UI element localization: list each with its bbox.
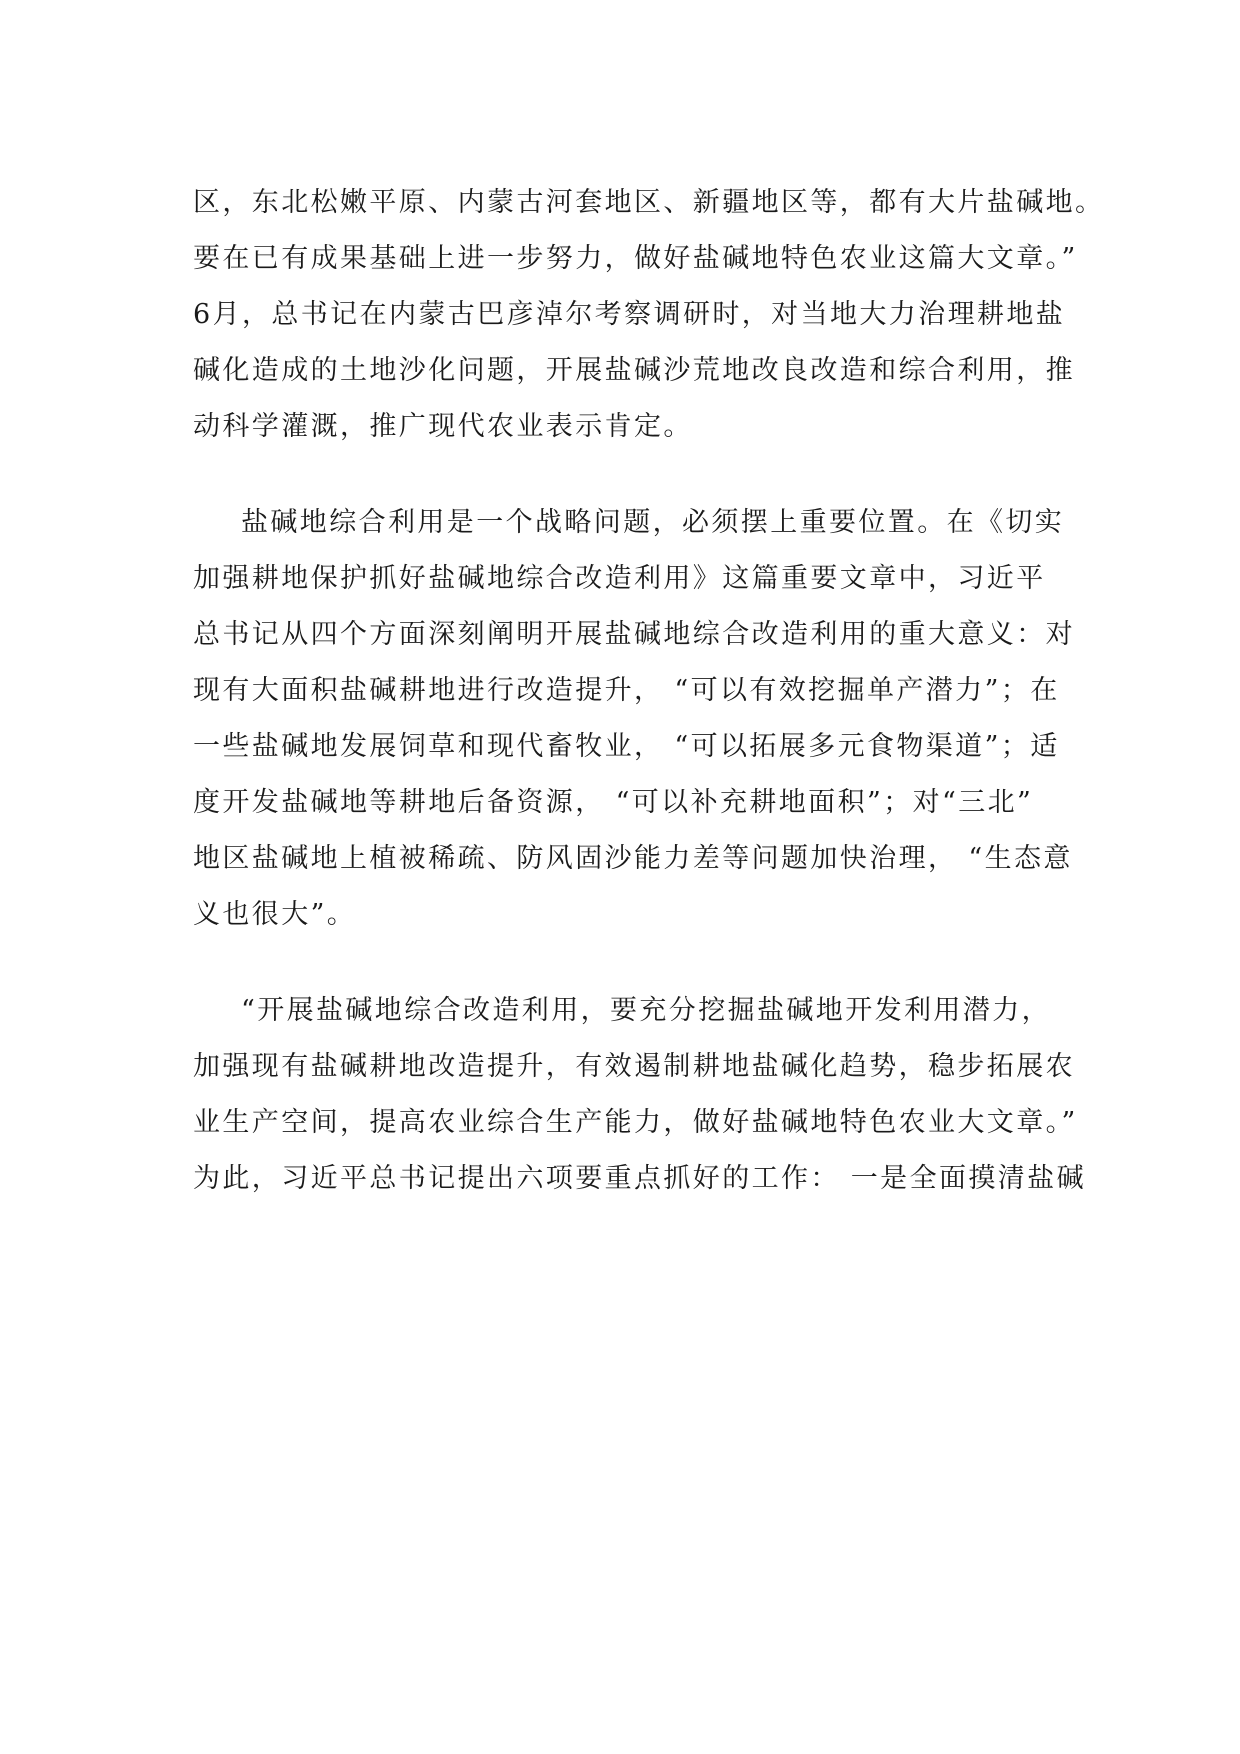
text-line: 一些盐碱地发展饲草和现代畜牧业， “可以拓展多元食物渠道”；适 bbox=[193, 731, 1060, 762]
text-line: 为此，习近平总书记提出六项要重点抓好的工作： 一是全面摸清盐碱 bbox=[193, 1163, 1086, 1194]
text-line: 加强现有盐碱耕地改造提升，有效遏制耕地盐碱化趋势，稳步拓展农 bbox=[193, 1051, 1075, 1082]
text-line: 现有大面积盐碱耕地进行改造提升， “可以有效挖掘单产潜力”；在 bbox=[193, 675, 1060, 706]
text-line: 加强耕地保护抓好盐碱地综合改造利用》这篇重要文章中，习近平 bbox=[193, 563, 1046, 594]
text-line: 地区盐碱地上植被稀疏、防风固沙能力差等问题加快治理， “生态意 bbox=[193, 843, 1073, 874]
text-line: 动科学灌溉，推广现代农业表示肯定。 bbox=[193, 411, 693, 442]
paragraph-gap bbox=[193, 455, 1073, 495]
text-line: 6月，总书记在内蒙古巴彦淖尔考察调研时，对当地大力治理耕地盐 bbox=[193, 299, 1066, 330]
text-line: “开展盐碱地综合改造利用，要充分挖掘盐碱地开发利用潜力， bbox=[241, 995, 1052, 1026]
text-line: 盐碱地综合利用是一个战略问题，必须摆上重要位置。在《切实 bbox=[241, 507, 1065, 538]
text-line: 区，东北松嫩平原、内蒙古河套地区、新疆地区等，都有大片盐碱地。 bbox=[193, 187, 1105, 218]
paragraph-1 bbox=[193, 175, 1105, 455]
paragraph-2 bbox=[193, 495, 1073, 943]
text-line: 要在已有成果基础上进一步努力，做好盐碱地特色农业这篇大文章。” bbox=[193, 243, 1078, 274]
text-line: 碱化造成的土地沙化问题，开展盐碱沙荒地改良改造和综合利用，推 bbox=[193, 355, 1075, 386]
text-line: 业生产空间，提高农业综合生产能力，做好盐碱地特色农业大文章。” bbox=[193, 1107, 1078, 1138]
text-line: 总书记从四个方面深刻阐明开展盐碱地综合改造利用的重大意义：对 bbox=[193, 619, 1075, 650]
paragraph-3 bbox=[193, 983, 1086, 1207]
text-line: 义也很大”。 bbox=[193, 899, 357, 930]
text-line: 度开发盐碱地等耕地后备资源， “可以补充耕地面积”；对“三北” bbox=[193, 787, 1034, 818]
document-body bbox=[193, 175, 1105, 1207]
paragraph-gap bbox=[193, 943, 1073, 983]
